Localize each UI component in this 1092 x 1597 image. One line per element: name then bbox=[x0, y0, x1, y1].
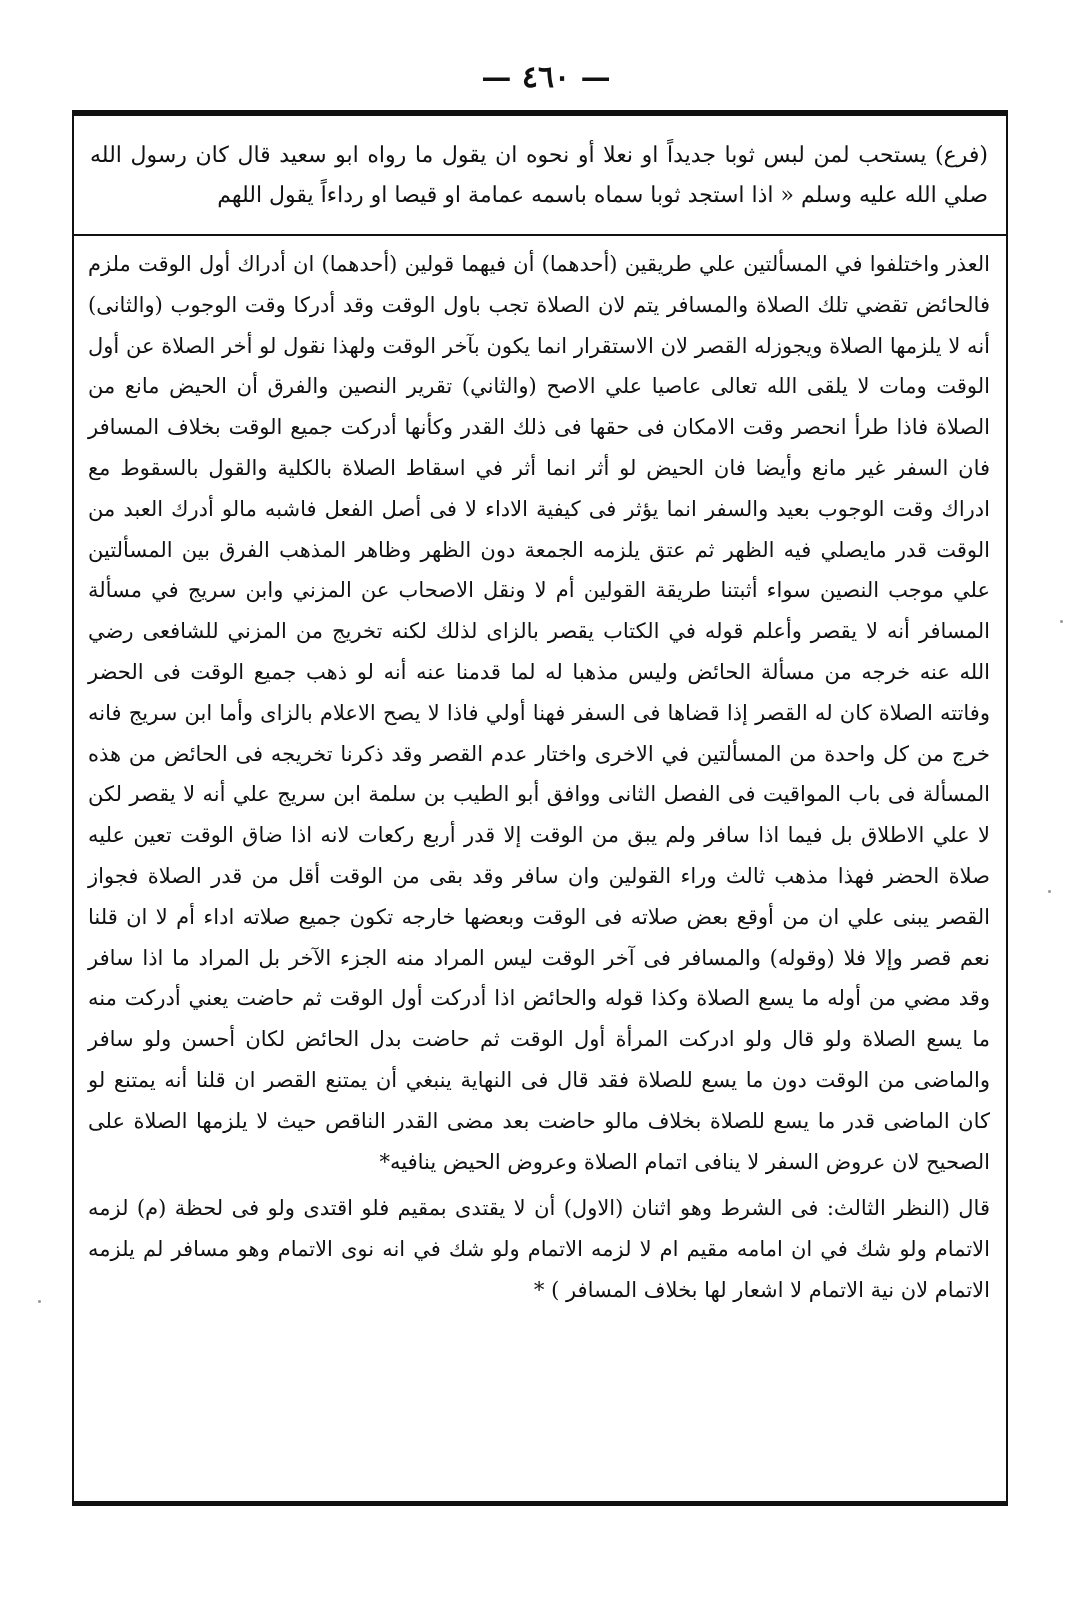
scan-speck bbox=[1048, 890, 1051, 893]
body-paragraph-final: قال (النظر الثالث: فى الشرط وهو اثنان (الاول) أن لا يقتدى بمقيم فلو اقتدى ولو فى لحظة (م) لزمه الاتمام ولو شك في ان امامه مقيم ام لا لزمه الاتمام ولو شك في انه نوى الاتمام وهو مسافر لم يلزمه الاتمام لان نية الاتمام لا اشعار لها بخلاف المسافر ) * bbox=[88, 1196, 990, 1302]
section-divider bbox=[74, 234, 1006, 236]
upper-paragraph: (فرع) يستحب لمن لبس ثوبا جديداً او نعلا أو نحوه ان يقول ما رواه ابو سعيد قال كان رسول الله صلي الله عليه وسلم « اذا استجد ثوبا سماه باسمه عمامة او قيصا او رداءاً يقول اللهم bbox=[90, 143, 988, 208]
lower-text-block bbox=[88, 244, 990, 1311]
scan-speck bbox=[38, 1300, 41, 1303]
body-paragraph: العذر واختلفوا في المسألتين علي طريقين (أحدهما) أن فيهما قولين (أحدهما) ان أدراك أول الوقت ملزم فالحائض تقضي تلك الصلاة والمسافر يتم لان الصلاة تجب باول الوقت وقد أدركا وقت الوجوب (والثانى) أنه لا يلزمها الصلاة ويجوزله القصر لان الاستقرار انما يكون بآخر الوقت ولهذا نقول لو أخر الصلاة عن أول الوقت ومات لا يلقى الله تعالى عاصيا علي الاصح (والثاني) تقرير النصين والفرق أن الحيض مانع من الصلاة فاذا طرأ انحصر وقت الامكان فى حقها فى ذلك القدر وكأنها أدركت جميع الوقت بخلاف المسافر فان السفر غير مانع وأيضا فان الحيض لو أثر انما أثر في اسقاط الصلاة بالكلية والقول بالسقوط مع ادراك وقت الوجوب بعيد والسفر انما يؤثر فى كيفية الاداء لا فى أصل الفعل فاشبه مالو أدرك العبد من الوقت قدر مايصلي فيه الظهر ثم عتق يلزمه الجمعة دون الظهر وظاهر المذهب الفرق بين المسألتين علي موجب النصين سواء أثبتنا طريقة القولين أم لا ونقل الاصحاب عن المزني وابن سريج في مسألة المسافر أنه لا يقصر وأعلم قوله في الكتاب يقصر بالزاى لذلك لكنه تخريج من المزني للشافعى رضي الله عنه خرجه من مسألة الحائض وليس مذهبا له لما قدمنا عنه أنه لو ذهب جميع الوقت فى الحضر وفاتته الصلاة كان له القصر إذا قضاها فى السفر فهنا أولي فاذا لا يصح الاعلام بالزاى وأما ابن سريج فانه خرج من كل واحدة من المسألتين في الاخرى واختار عدم القصر وقد ذكرنا تخريجه فى الحائض من هذه المسألة فى باب المواقيت فى الفصل الثانى ووافق أبو الطيب بن سلمة ابن سريج علي أنه لا يقصر لكن لا علي الاطلاق بل فيما اذا سافر ولم يبق من الوقت إلا قدر أربع ركعات لانه اذا ضاق الوقت تعين عليه صلاة الحضر فهذا مذهب ثالث وراء القولين وان سافر وقد بقى من الوقت أقل من قدر الصلاة فجواز القصر يبنى علي ان من أوقع بعض صلاته فى الوقت وبعضها خارجه تكون جميع صلاته اداء أم لا ان قلنا نعم قصر وإلا فلا (وقوله) والمسافر فى آخر الوقت ليس المراد منه الجزء الآخر بل المراد ما اذا سافر وقد مضي من أوله ما يسع الصلاة وكذا قوله والحائض اذا أدركت أول الوقت ثم حاضت يعني أدركت منه ما يسع الصلاة ولو قال ولو ادركت المرأة أول الوقت ثم حاضت بدل الحائض لكان أحسن ولو سافر والماضى من الوقت دون ما يسع للصلاة فقد قال فى النهاية ينبغي أن يمتنع القصر ان قلنا أنه يمتنع لو كان الماضى قدر ما يسع للصلاة بخلاف مالو حاضت بعد مضى القدر الناقص حيث لا يلزمها الصلاة على الصحيح لان عروض السفر لا ينافى اتمام الصلاة وعروض الحيض ينافيه* bbox=[88, 252, 991, 1174]
scan-speck bbox=[1060, 620, 1063, 623]
page-frame bbox=[72, 110, 1008, 1506]
page-number: — ٤٦٠ — bbox=[481, 60, 611, 95]
upper-text-block bbox=[90, 136, 988, 216]
